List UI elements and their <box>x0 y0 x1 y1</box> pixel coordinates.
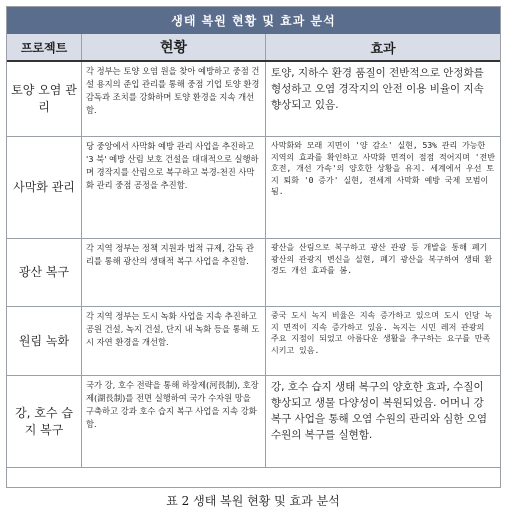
row-project-cell: 광산 복구 <box>7 239 82 306</box>
table-row <box>7 62 500 137</box>
header-project: 프로젝트 <box>7 34 82 60</box>
table-header-row <box>7 34 500 62</box>
row-status-cell: 각 지역 정부는 정책 지원과 법적 규제, 감독 관리를 통해 광산의 생태적 복구 사업을 추진함. <box>82 239 266 306</box>
row-status-cell: 국가 강, 호수 전략을 통해 하장제(河長制), 호장제(湖長制)를 전면 실행하여 국가 수자원 망을 구축하고 강과 호수 습지 복구 사업을 지속 강화함. <box>82 376 266 467</box>
header-status: 현황 <box>82 34 266 60</box>
row-effect-cell: 토양, 지하수 환경 품질이 전반적으로 안정화를 형성하고 오염 경작지의 안전 이용 비율이 지속 향상되고 있음. <box>271 67 484 111</box>
row-effect-cell: 광산을 산림으로 복구하고 광산 관광 등 개발을 통해 폐기 광산의 관광지 변신을 실현, 폐기 광산을 복구하여 생태 환경도 개선 효과를 봄. <box>271 243 493 275</box>
row-project-cell: 강, 호수 습지 복구 <box>7 376 82 467</box>
row-status-cell: 당 중앙에서 사막화 예방 관리 사업을 추진하고 '3 북' 예방 산림 보호 건설을 대대적으로 실행하며 경작지를 산림으로 복구하고 북경-천진 사막화 관리 중점 공정을 추진함. <box>82 137 266 238</box>
table-title: 생태 복원 현황 및 효과 분석 <box>7 7 500 34</box>
table-row <box>7 307 500 376</box>
table-caption: 표 2 생태 복원 현황 및 효과 분석 <box>166 494 340 508</box>
row-project-cell: 사막화 관리 <box>7 137 82 238</box>
row-effect-cell: 사막화와 모래 지면이 '양 감소' 실현, 53% 관리 가능한 지역의 효과를 확인하고 사막화 면적이 점점 적어지며 '전반 호전, 개선 가속'의 양호한 상황을 유지. 세계에서 우선 토지 퇴화 '0 증가' 실현, 전세계 사막화 예방 국제 모범이 됨. <box>271 141 496 196</box>
row-effect-cell: 중국 도시 녹지 비율은 지속 증가하고 있으며 도시 인당 녹지 면적이 지속 증가하고 있음. 녹지는 시민 레저 관광의 주요 지점이 되었고 아름다운 생활을 추구하는 요구를 만족시키고 있음. <box>271 311 493 355</box>
row-status-cell: 각 정부는 토양 오염 원을 찾아 예방하고 중점 건설 용지의 준입 관리를 통해 중점 기업 토양 환경 감독과 조치를 강화하며 토양 환경을 지속 개선함. <box>82 62 266 136</box>
table-row <box>7 376 500 468</box>
table-row <box>7 239 500 307</box>
header-effect: 효과 <box>370 41 396 57</box>
row-project-cell: 원림 녹화 <box>7 307 82 375</box>
row-effect-cell: 강, 호수 습지 생태 복구의 양호한 효과, 수질이 향상되고 생물 다양성이 복원되었음. 어머니 강 복구 사업을 통해 오염 수원의 관리와 심한 오염 수원의 복구를 실현함. <box>271 381 488 441</box>
table-body <box>7 62 500 468</box>
row-project-cell: 토양 오염 관리 <box>7 62 82 136</box>
row-status-cell: 각 지역 정부는 도시 녹화 사업을 지속 추진하고 공원 건설, 녹지 건설, 단지 내 녹화 등을 통해 도시 자연 환경을 개선함. <box>82 307 266 375</box>
table-row <box>7 137 500 239</box>
ecological-restoration-table <box>6 6 501 488</box>
